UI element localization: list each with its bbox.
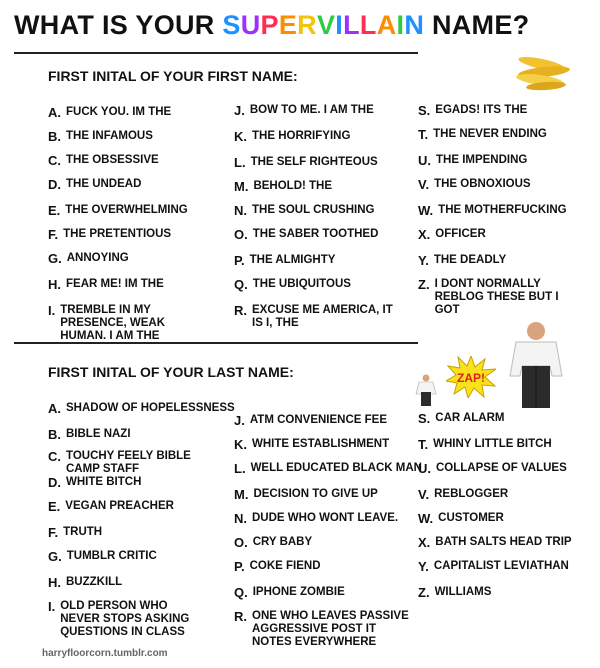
item-letter: N. (234, 511, 247, 526)
item-text: THE PRETENTIOUS (63, 228, 172, 240)
last-name-section-label: FIRST INITAL OF YOUR LAST NAME: (48, 364, 294, 380)
page-title (14, 10, 529, 41)
item-text: THE IMPENDING (436, 154, 528, 166)
item-text: CUSTOMER (438, 512, 504, 524)
list-item (234, 180, 332, 193)
item-text: THE HORRIFYING (252, 130, 351, 142)
zap-burst-icon (446, 356, 496, 398)
item-letter: V. (418, 177, 430, 192)
item-letter: L. (234, 461, 246, 476)
item-text: THE UNDEAD (66, 178, 142, 190)
list-item (234, 278, 351, 291)
item-text: COKE FIEND (249, 560, 321, 572)
item-text: THE ALMIGHTY (249, 254, 336, 266)
item-letter: P. (234, 559, 245, 574)
list-item (48, 278, 164, 291)
item-text: TRUTH (63, 526, 103, 538)
list-item (234, 488, 378, 501)
list-item (48, 450, 191, 476)
list-item (418, 438, 552, 451)
item-letter: T. (418, 127, 429, 142)
list-item (234, 438, 389, 451)
item-text: I DONT NORMALLY REBLOG THESE BUT I GOT (434, 278, 559, 316)
item-letter: U. (418, 461, 431, 476)
item-letter: F. (48, 227, 59, 242)
item-letter: B. (48, 427, 61, 442)
item-text: THE MOTHERFUCKING (438, 204, 567, 216)
item-text: WELL EDUCATED BLACK MAN (250, 462, 422, 474)
list-item (234, 536, 312, 549)
title-prefix: WHAT IS YOUR (14, 10, 215, 40)
item-letter: X. (418, 227, 431, 242)
item-letter: D. (48, 177, 61, 192)
item-text: DUDE WHO WONT LEAVE. (252, 512, 399, 524)
item-text: CRY BABY (252, 536, 313, 548)
item-text: VEGAN PREACHER (65, 500, 174, 512)
item-letter: G. (48, 251, 62, 266)
item-letter: P. (234, 253, 245, 268)
item-text: WHINY LITTLE BITCH (433, 438, 552, 450)
item-text: THE OBNOXIOUS (434, 178, 531, 190)
item-text: THE OBSESSIVE (66, 154, 159, 166)
item-text: TREMBLE IN MY PRESENCE, WEAK HUMAN. I AM THE (60, 304, 166, 342)
list-item (234, 512, 398, 525)
item-text: BEHOLD! THE (253, 180, 333, 192)
item-letter: Y. (418, 559, 429, 574)
list-item (418, 536, 572, 549)
item-letter: V. (418, 487, 430, 502)
list-item (418, 128, 547, 141)
item-text: WILLIAMS (434, 586, 492, 598)
title-highlight-letter: N (404, 10, 425, 40)
item-letter: M. (234, 487, 249, 502)
list-item (418, 586, 491, 599)
list-item (418, 488, 508, 501)
item-letter: K. (234, 129, 247, 144)
item-text: THE SELF RIGHTEOUS (250, 156, 378, 168)
item-text: WHITE BITCH (66, 476, 142, 488)
title-highlight-letter: A (376, 10, 397, 40)
item-letter: N. (234, 203, 247, 218)
item-text: CAR ALARM (435, 412, 505, 424)
item-text: TOUCHY FEELY BIBLE CAMP STAFF (66, 450, 191, 475)
item-letter: W. (418, 203, 434, 218)
item-text: IPHONE ZOMBIE (252, 586, 345, 598)
title-highlight-letter: U (240, 10, 261, 40)
list-item (234, 130, 350, 143)
divider-middle (14, 342, 418, 344)
item-text: COLLAPSE OF VALUES (436, 462, 567, 474)
title-highlight-letter: S (222, 10, 241, 40)
item-text: OFFICER (435, 228, 486, 240)
item-text: THE DEADLY (433, 254, 507, 266)
item-text: SHADOW OF HOPELESSNESS (66, 402, 235, 414)
item-letter: I. (48, 599, 56, 614)
item-letter: X. (418, 535, 431, 550)
list-item (418, 412, 505, 425)
list-item (418, 204, 567, 217)
list-item (418, 462, 567, 475)
title-highlight-letter: E (278, 10, 298, 40)
item-letter: E. (48, 203, 61, 218)
item-letter: S. (418, 103, 431, 118)
title-highlight (222, 10, 424, 40)
man-photo-large (500, 320, 572, 408)
item-text: BATH SALTS HEAD TRIP (435, 536, 572, 548)
list-item (48, 600, 189, 639)
list-item (418, 104, 527, 117)
list-item (48, 550, 157, 563)
item-text: THE INFAMOUS (66, 130, 153, 142)
list-item (48, 252, 129, 265)
list-item (234, 560, 321, 573)
list-item (48, 500, 174, 513)
title-highlight-letter: V (316, 10, 336, 40)
title-highlight-letter: P (260, 10, 279, 40)
title-highlight-letter: I (396, 10, 405, 40)
list-item (234, 304, 393, 330)
list-item (234, 104, 374, 117)
list-item (48, 154, 159, 167)
item-letter: J. (234, 103, 245, 118)
title-highlight-letter: L (359, 10, 377, 40)
list-item (418, 178, 531, 191)
list-item (234, 414, 387, 427)
list-item (48, 178, 141, 191)
item-letter: Z. (418, 277, 430, 292)
item-letter: R. (234, 303, 247, 318)
item-text: ATM CONVENIENCE FEE (249, 414, 388, 426)
title-highlight-letter: R (297, 10, 317, 40)
list-item (48, 130, 153, 143)
item-letter: J. (234, 413, 245, 428)
item-text: BOW TO ME. I AM THE (249, 104, 374, 116)
item-letter: W. (418, 511, 434, 526)
item-text: THE SABER TOOTHED (252, 228, 379, 240)
list-item (48, 402, 235, 415)
first-name-section-label: FIRST INITAL OF YOUR FIRST NAME: (48, 68, 298, 84)
item-text: BUZZKILL (66, 576, 123, 588)
item-text: CAPITALIST LEVIATHAN (433, 560, 569, 572)
list-item (418, 512, 504, 525)
item-text: OLD PERSON WHO NEVER STOPS ASKING QUESTIONS IN CLASS (60, 600, 190, 638)
item-letter: I. (48, 303, 56, 318)
item-text: THE OVERWHELMING (65, 204, 188, 216)
item-letter: U. (418, 153, 431, 168)
item-text: THE UBIQUITOUS (252, 278, 351, 290)
item-text: DECISION TO GIVE UP (253, 488, 378, 500)
list-item (418, 154, 527, 167)
item-text: REBLOGGER (434, 488, 509, 500)
item-text: WHITE ESTABLISHMENT (252, 438, 390, 450)
item-letter: F. (48, 525, 59, 540)
item-text: THE NEVER ENDING (433, 128, 547, 140)
item-letter: R. (234, 609, 247, 624)
item-letter: H. (48, 277, 61, 292)
list-item (234, 204, 374, 217)
list-item (48, 228, 171, 241)
item-letter: Y. (418, 253, 429, 268)
list-item (418, 254, 506, 267)
item-text: ANNOYING (66, 252, 129, 264)
divider-top (14, 52, 418, 54)
list-item (48, 476, 141, 489)
item-letter: Q. (234, 277, 248, 292)
item-text: FEAR ME! IM THE (66, 278, 164, 290)
item-letter: T. (418, 437, 429, 452)
item-letter: C. (48, 153, 61, 168)
list-item (234, 254, 335, 267)
title-highlight-letter: I (335, 10, 344, 40)
item-letter: L. (234, 155, 246, 170)
list-item (48, 526, 102, 539)
list-item (234, 228, 378, 241)
item-letter: Z. (418, 585, 430, 600)
list-item (48, 106, 171, 119)
list-item (234, 586, 345, 599)
item-letter: G. (48, 549, 62, 564)
item-letter: H. (48, 575, 61, 590)
item-letter: O. (234, 227, 248, 242)
item-letter: M. (234, 179, 249, 194)
footer-credit: harryfloorcorn.tumblr.com (42, 648, 168, 659)
item-text: FUCK YOU. IM THE (66, 106, 172, 118)
item-text: BIBLE NAZI (66, 428, 131, 440)
list-item (48, 204, 188, 217)
list-item (234, 462, 422, 475)
list-item (234, 610, 409, 649)
item-letter: C. (48, 449, 61, 464)
item-letter: Q. (234, 585, 248, 600)
item-letter: S. (418, 411, 431, 426)
item-letter: E. (48, 499, 61, 514)
item-letter: K. (234, 437, 247, 452)
fries-icon (512, 52, 574, 94)
list-item (48, 304, 165, 343)
title-highlight-letter: L (343, 10, 360, 40)
list-item (418, 278, 559, 317)
item-letter: O. (234, 535, 248, 550)
title-suffix: NAME? (431, 10, 530, 40)
item-text: ONE WHO LEAVES PASSIVE AGGRESSIVE POST IT NOTES EVERYWHERE (252, 610, 409, 648)
item-letter: B. (48, 129, 61, 144)
burst-text: ZAP! (457, 371, 485, 385)
item-text: EGADS! ITS THE (435, 104, 528, 116)
list-item (418, 560, 569, 573)
item-text: TUMBLR CRITIC (66, 550, 157, 562)
item-text: EXCUSE ME AMERICA, IT IS I, THE (252, 304, 393, 329)
item-letter: A. (48, 105, 61, 120)
list-item (48, 576, 122, 589)
item-text: THE SOUL CRUSHING (252, 204, 375, 216)
man-photo-small (414, 374, 438, 406)
item-letter: D. (48, 475, 61, 490)
list-item (418, 228, 486, 241)
list-item (234, 156, 378, 169)
item-letter: A. (48, 401, 61, 416)
list-item (48, 428, 131, 441)
